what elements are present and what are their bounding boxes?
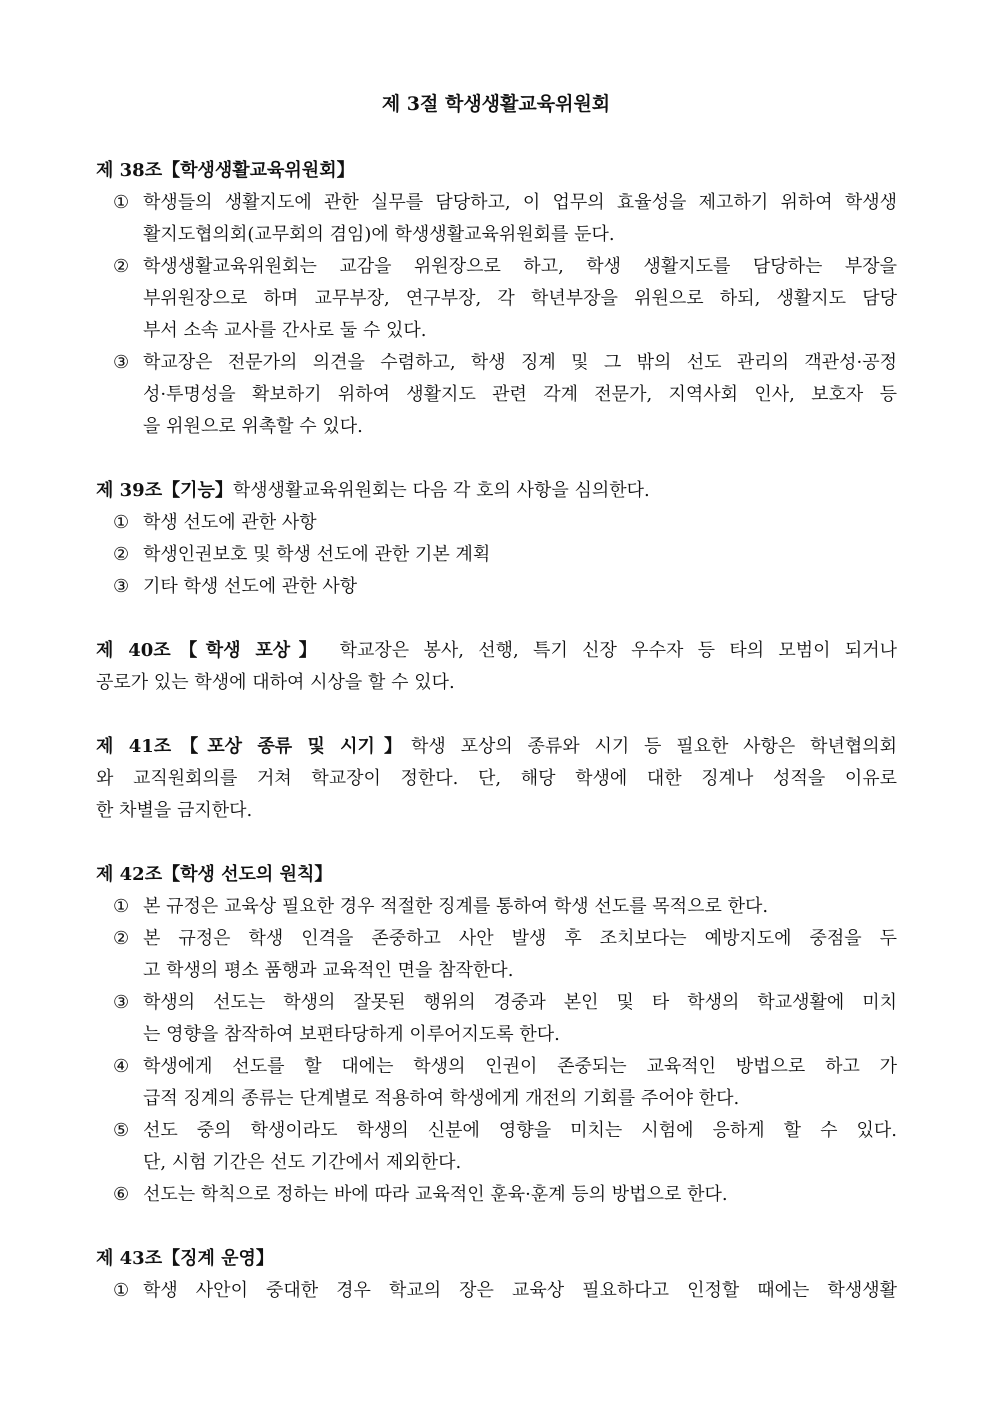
item-text: 학생 사안이 중대한 경우 학교의 장은 교육상 필요하다고 인정할 때에는 학생생활 xyxy=(143,1280,897,1301)
article-number: 제 39조 xyxy=(96,480,163,501)
item-number: ③ xyxy=(113,576,130,597)
article-2 xyxy=(96,635,897,699)
item-number: ⑤ xyxy=(113,1120,130,1141)
article-title: 【학생 포상】 xyxy=(170,640,326,661)
article-number: 제 42조 xyxy=(96,864,163,885)
article-title: 【학생생활교육위원회】 xyxy=(162,160,355,181)
item-text-continuation: 성·투명성을 확보하기 위하여 생활지도 관련 각계 전문가, 지역사회 인사, 보호자 등 xyxy=(143,384,897,405)
item-text-continuation: 고 학생의 평소 품행과 교육적인 면을 참작한다. xyxy=(143,960,514,981)
article-title: 【기능】 xyxy=(162,480,233,501)
item-number: ② xyxy=(113,544,130,565)
section-title: 제 3절 학생생활교육위원회 xyxy=(381,93,611,115)
item-text-continuation: 부서 소속 교사를 간사로 둘 수 있다. xyxy=(143,320,427,341)
blank-line xyxy=(96,1211,897,1243)
document-body xyxy=(96,155,897,1307)
list-item xyxy=(96,1275,897,1307)
list-item xyxy=(96,923,897,955)
list-item xyxy=(96,539,897,571)
item-text-continuation: 단, 시험 기간은 선도 기간에서 제외한다. xyxy=(143,1152,462,1173)
item-text-continuation: 활지도협의회(교무회의 겸임)에 학생생활교육위원회를 둔다. xyxy=(143,224,615,245)
item-text-continuation: 을 위원으로 위촉할 수 있다. xyxy=(143,416,363,437)
article-number-title xyxy=(96,480,233,501)
article-5 xyxy=(96,1243,897,1307)
article-number-title xyxy=(96,736,411,757)
list-item xyxy=(96,891,897,923)
article-title: 【징계 운영】 xyxy=(162,1248,274,1269)
article-heading xyxy=(96,731,897,763)
article-number: 제 41조 xyxy=(96,736,172,757)
item-text: 학교장은 전문가의 의견을 수렴하고, 학생 징계 및 그 밖의 선도 관리의 객관성·공정 xyxy=(143,352,897,373)
article-text-line: 한 차별을 금지한다. xyxy=(96,800,253,821)
item-text: 선도는 학칙으로 정하는 바에 따라 교육적인 훈육·훈계 등의 방법으로 한다. xyxy=(143,1184,728,1205)
list-item xyxy=(96,1051,897,1083)
item-text: 선도 중의 학생이라도 학생의 신분에 영향을 미치는 시험에 응하게 할 수 있다. xyxy=(143,1120,897,1141)
item-text-continuation: 부위원장으로 하며 교무부장, 연구부장, 각 학년부장을 위원으로 하되, 생활지도 담당 xyxy=(143,288,897,309)
article-number-title xyxy=(96,864,332,885)
list-item xyxy=(96,507,897,539)
item-text: 학생의 선도는 학생의 잘못된 행위의 경중과 본인 및 타 학생의 학교생활에 미치 xyxy=(143,992,897,1013)
article-number: 제 38조 xyxy=(96,160,163,181)
article-heading xyxy=(96,1243,897,1275)
item-number: ④ xyxy=(113,1056,130,1077)
list-item xyxy=(96,187,897,219)
blank-line xyxy=(96,699,897,731)
article-lead: 학생 포상의 종류와 시기 등 필요한 사항은 학년협의회 xyxy=(411,736,897,757)
list-item xyxy=(96,1179,897,1211)
item-text: 본 규정은 학생 인격을 존중하고 사안 발생 후 조치보다는 예방지도에 중점을 두 xyxy=(143,928,897,949)
item-text: 본 규정은 교육상 필요한 경우 적절한 징계를 통하여 학생 선도를 목적으로 한다. xyxy=(143,896,769,917)
blank-line xyxy=(96,603,897,635)
item-text-continuation: 는 영향을 참작하여 보편타당하게 이루어지도록 한다. xyxy=(143,1024,560,1045)
list-item xyxy=(96,347,897,379)
article-heading xyxy=(96,635,897,667)
article-4 xyxy=(96,859,897,1211)
item-text: 학생에게 선도를 할 대에는 학생의 인권이 존중되는 교육적인 방법으로 하고 가 xyxy=(143,1056,897,1077)
item-text: 학생생활교육위원회는 교감을 위원장으로 하고, 학생 생활지도를 담당하는 부장을 xyxy=(143,256,897,277)
article-number: 제 40조 xyxy=(96,640,171,661)
item-number: ③ xyxy=(113,352,130,373)
list-item xyxy=(96,987,897,1019)
item-number: ① xyxy=(113,896,130,917)
article-number: 제 43조 xyxy=(96,1248,163,1269)
item-number: ① xyxy=(113,1280,130,1301)
item-number: ⑥ xyxy=(113,1184,130,1205)
list-item xyxy=(96,1115,897,1147)
article-1 xyxy=(96,475,897,603)
item-text-continuation: 급적 징계의 종류는 단계별로 적용하여 학생에게 개전의 기회를 주어야 한다. xyxy=(143,1088,740,1109)
item-number: ① xyxy=(113,512,130,533)
list-item xyxy=(96,251,897,283)
blank-line xyxy=(96,443,897,475)
article-heading xyxy=(96,859,897,891)
article-heading xyxy=(96,155,897,187)
article-lead: 학생생활교육위원회는 다음 각 호의 사항을 심의한다. xyxy=(232,480,650,501)
item-text: 학생인권보호 및 학생 선도에 관한 기본 계획 xyxy=(143,544,491,565)
list-item xyxy=(96,571,897,603)
item-number: ① xyxy=(113,192,130,213)
item-text: 학생들의 생활지도에 관한 실무를 담당하고, 이 업무의 효율성을 제고하기 위하여 학생생 xyxy=(143,192,897,213)
article-0 xyxy=(96,155,897,443)
article-title: 【포상 종류 및 시기】 xyxy=(171,736,412,757)
item-number: ② xyxy=(113,928,130,949)
article-number-title xyxy=(96,640,325,661)
item-text: 학생 선도에 관한 사항 xyxy=(143,512,317,533)
article-number-title xyxy=(96,1248,274,1269)
blank-line xyxy=(96,827,897,859)
item-text: 기타 학생 선도에 관한 사항 xyxy=(143,576,358,597)
article-number-title xyxy=(96,160,355,181)
article-text-line: 공로가 있는 학생에 대하여 시상을 할 수 있다. xyxy=(96,672,455,693)
article-lead: 학교장은 봉사, 선행, 특기 신장 우수자 등 타의 모범이 되거나 xyxy=(325,640,897,661)
article-heading xyxy=(96,475,897,507)
item-number: ③ xyxy=(113,992,130,1013)
article-text-line: 와 교직원회의를 거쳐 학교장이 정한다. 단, 해당 학생에 대한 징계나 성적을 이유로 xyxy=(96,768,897,789)
article-title: 【학생 선도의 원칙】 xyxy=(162,864,333,885)
item-number: ② xyxy=(113,256,130,277)
article-3 xyxy=(96,731,897,827)
